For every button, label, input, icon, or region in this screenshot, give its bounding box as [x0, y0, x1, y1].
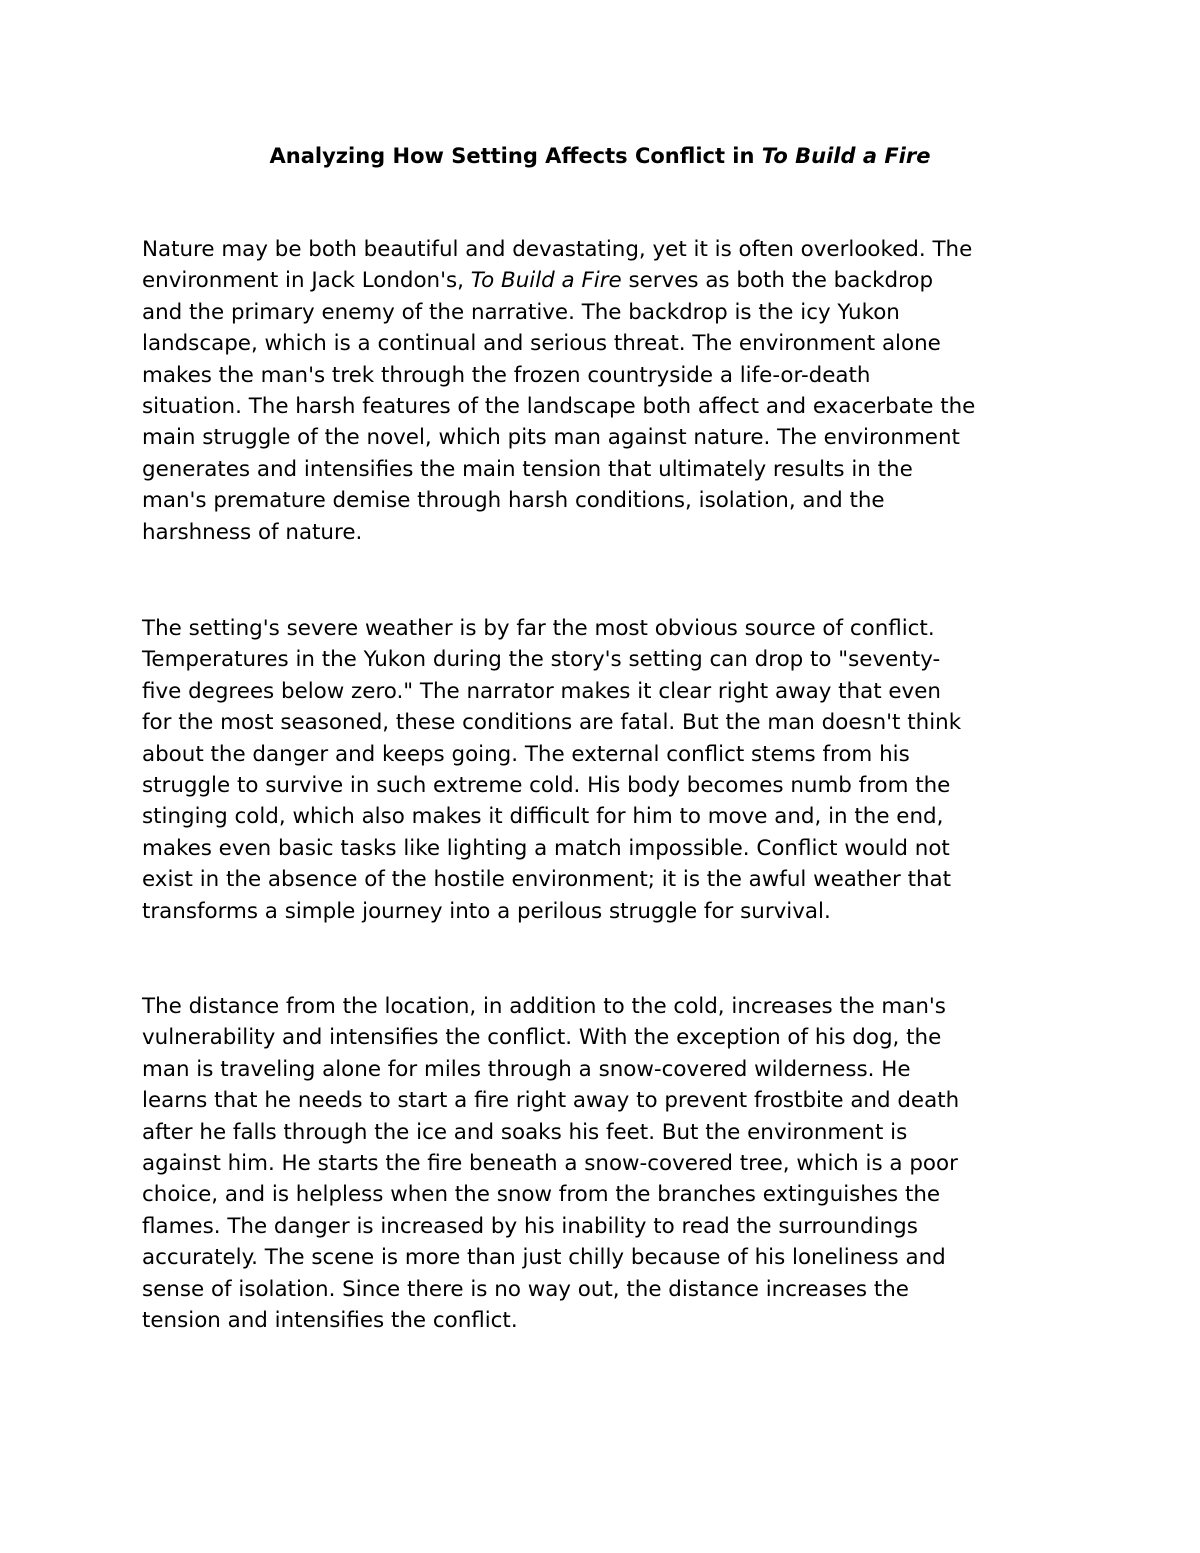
- paragraph-line: learns that he needs to start a fire right away to prevent frostbite and death: [142, 1088, 960, 1114]
- paragraph-line: choice, and is helpless when the snow from the branches extinguishes the: [142, 1182, 941, 1208]
- paragraph-line: for the most seasoned, these conditions are fatal. But the man doesn't think: [142, 710, 962, 736]
- paragraph-line: generates and intensifies the main tension that ultimately results in the: [142, 456, 913, 482]
- paragraph-line: The distance from the location, in addition to the cold, increases the man's: [142, 994, 946, 1019]
- paragraph-line: tension and intensifies the conflict.: [142, 1308, 518, 1334]
- title-text: Analyzing How Setting Affects Conflict in: [269, 144, 762, 168]
- paragraph-line: after he falls through the ice and soaks his feet. But the environment is: [142, 1119, 908, 1145]
- paragraph-weather: [142, 613, 961, 927]
- line-text: serves as both the backdrop: [621, 268, 934, 294]
- paragraph-line: man's premature demise through harsh conditions, isolation, and the: [142, 488, 885, 514]
- paragraph-line: landscape, which is a continual and serious threat. The environment alone: [142, 331, 941, 357]
- paragraph-line: about the danger and keeps going. The external conflict stems from his: [142, 741, 910, 767]
- paragraph-line: sense of isolation. Since there is no way out, the distance increases the: [142, 1276, 909, 1302]
- paragraph-line: flames. The danger is increased by his inability to read the surroundings: [142, 1213, 918, 1239]
- paragraph-line: makes the man's trek through the frozen countryside a life-or-death: [142, 362, 871, 388]
- paragraph-line: accurately. The scene is more than just chilly because of his loneliness and: [142, 1245, 946, 1271]
- paragraph-line: The setting's severe weather is by far the most obvious source of conflict.: [142, 616, 935, 641]
- paragraph-line: harshness of nature.: [142, 519, 363, 545]
- paragraph-line: exist in the absence of the hostile environment; it is the awful weather that: [142, 867, 952, 893]
- paragraph-line: vulnerability and intensifies the conflict. With the exception of his dog, the: [142, 1025, 942, 1051]
- paragraph-line: main struggle of the novel, which pits man against nature. The environment: [142, 425, 960, 451]
- line-text: environment in Jack London's,: [142, 268, 471, 294]
- paragraph-line: Temperatures in the Yukon during the story's setting can drop to "seventy-: [142, 647, 941, 673]
- paragraph-isolation: [142, 991, 959, 1336]
- paragraph-line: situation. The harsh features of the landscape both affect and exacerbate the: [142, 394, 976, 420]
- paragraph-line: against him. He starts the fire beneath a snow-covered tree, which is a poor: [142, 1151, 958, 1177]
- paragraph-line: Nature may be both beautiful and devastating, yet it is often overlooked. The: [142, 237, 973, 262]
- italic-work-name: To Build a Fire: [470, 268, 622, 294]
- paragraph-line: man is traveling alone for miles through a snow-covered wilderness. He: [142, 1056, 911, 1082]
- document-title: [0, 141, 1200, 171]
- paragraph-line: and the primary enemy of the narrative. The backdrop is the icy Yukon: [142, 299, 900, 325]
- title-italic-work-name: To Build a Fire: [761, 144, 931, 168]
- paragraph-line: struggle to survive in such extreme cold. His body becomes numb from the: [142, 773, 951, 799]
- paragraph-line: [142, 265, 975, 296]
- paragraph-line: makes even basic tasks like lighting a match impossible. Conflict would not: [142, 835, 950, 861]
- paragraph-introduction: [142, 234, 975, 548]
- paragraph-line: stinging cold, which also makes it difficult for him to move and, in the end,: [142, 804, 944, 830]
- paragraph-line: five degrees below zero." The narrator makes it clear right away that even: [142, 678, 941, 704]
- paragraph-line: transforms a simple journey into a perilous struggle for survival.: [142, 898, 831, 924]
